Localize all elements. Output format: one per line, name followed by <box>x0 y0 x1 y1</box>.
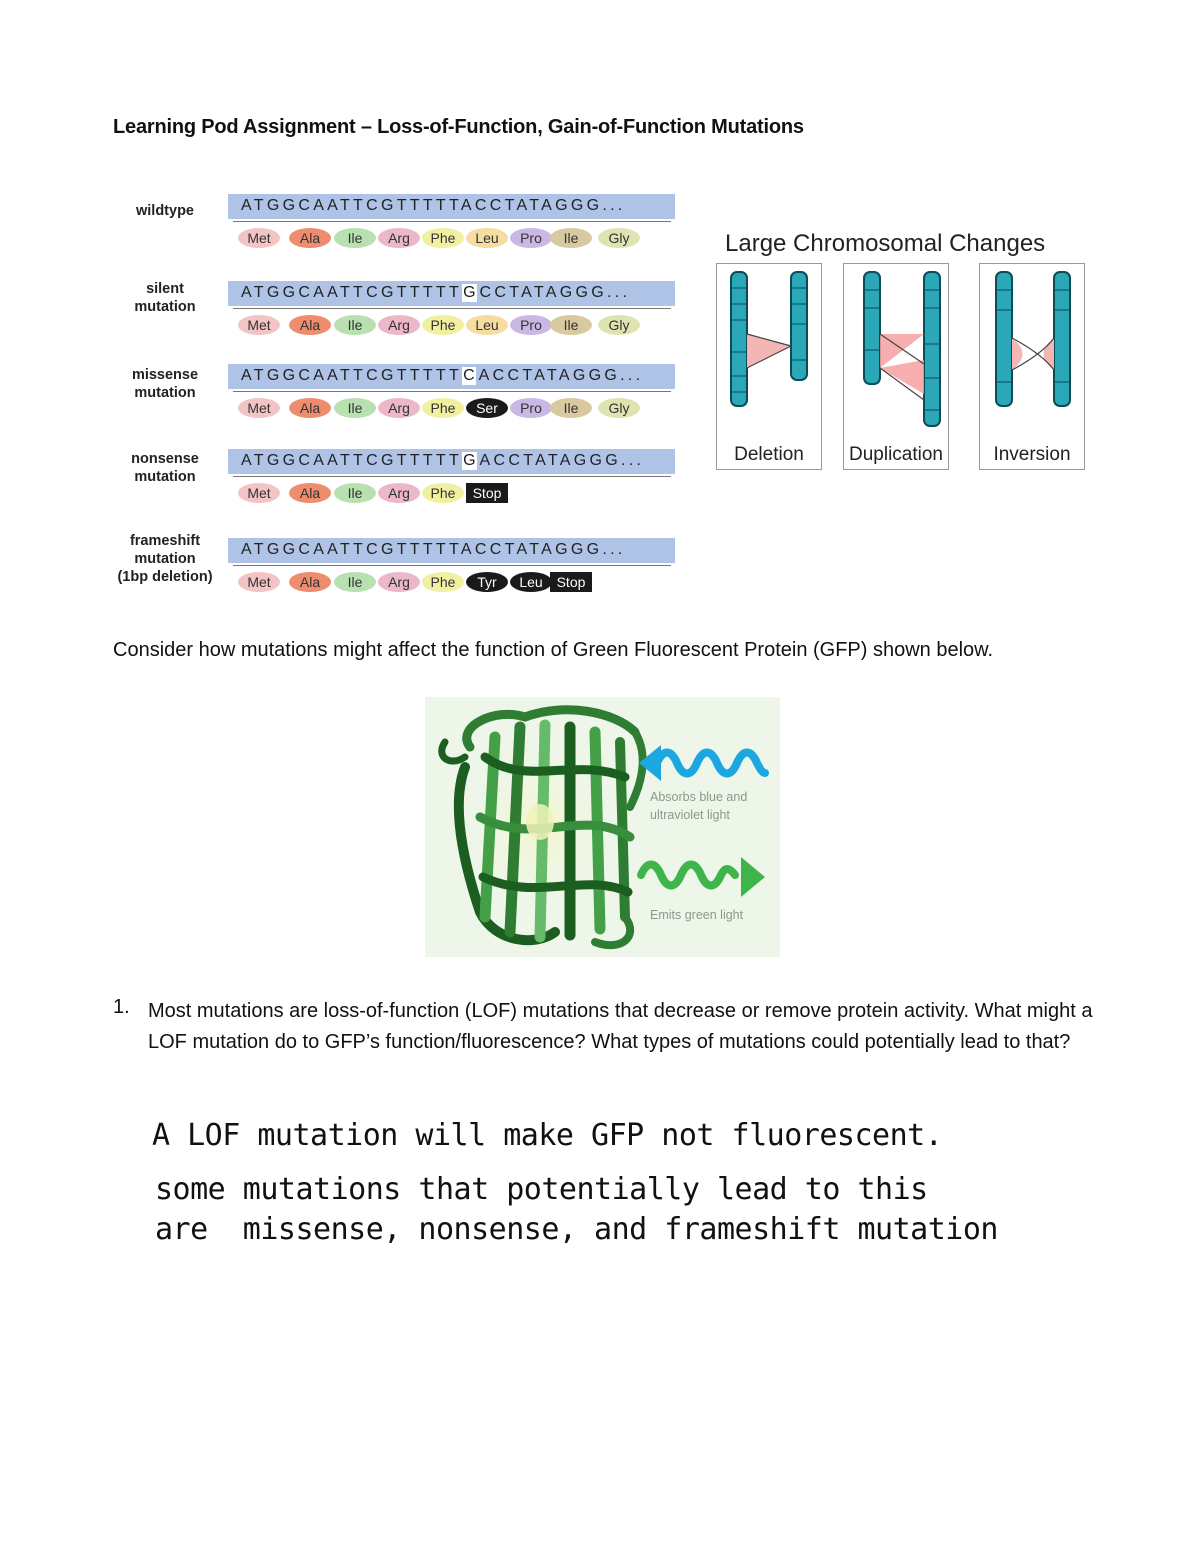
dna-sequence: ATGGCAATTCGTTTTTG CCTATAGGG... <box>228 281 675 306</box>
amino-acid: Arg <box>378 228 420 248</box>
inversion-label: Inversion <box>993 444 1071 465</box>
amino-acid: Leu <box>466 228 508 248</box>
duplication-panel <box>843 263 949 470</box>
codon-divider <box>233 470 671 477</box>
codon-divider <box>233 302 671 309</box>
amino-acid: Ile <box>334 315 376 335</box>
amino-acid: Met <box>238 315 280 335</box>
mutated-base: G <box>463 284 476 301</box>
amino-acid: Met <box>238 228 280 248</box>
question-number: 1. <box>113 996 130 1018</box>
blue-wave-arrow-icon <box>639 745 765 781</box>
mutation-label: frameshift mutation (1bp deletion) <box>117 533 213 585</box>
duplication-label: Duplication <box>849 444 943 465</box>
amino-acid: Pro <box>510 398 552 418</box>
chromosomal-title: Large Chromosomal Changes <box>725 230 1046 257</box>
gfp-illustration <box>425 697 780 957</box>
amino-acid: Ile <box>334 483 376 503</box>
amino-acid: Ala <box>289 398 331 418</box>
amino-acid: Arg <box>378 398 420 418</box>
dna-sequence: ATGGCAATTCGTTTTTACCTATAGGG... <box>228 538 675 563</box>
amino-acid: Ala <box>289 483 331 503</box>
mutation-label: nonsense mutation <box>131 451 199 485</box>
codon-divider <box>233 559 671 566</box>
amino-acid: Ile <box>334 572 376 592</box>
amino-acid: Ile <box>334 398 376 418</box>
page-title: Learning Pod Assignment – Loss-of-Function, Gain-of-Function Mutations <box>113 116 804 138</box>
dna-sequence: ATGGCAATTCGTTTTTG ACCTATAGGG... <box>228 449 675 474</box>
question-text: Most mutations are loss-of-function (LOF) mutations that decrease or remove protein activity. What might a LOF mutation do to GFP’s function/fluorescence? What types of mutations could potentially lead to that? <box>148 1000 1093 1053</box>
absorb-caption: Absorbs blue and ultraviolet light <box>650 790 748 822</box>
amino-acid: Met <box>238 398 280 418</box>
green-wave-arrow-icon <box>641 857 765 897</box>
amino-acid: Ile <box>550 315 592 335</box>
amino-acid: Leu <box>510 572 552 592</box>
amino-acid: Ile <box>550 228 592 248</box>
amino-acid: Phe <box>422 398 464 418</box>
amino-acid: Stop <box>550 572 592 592</box>
dna-sequence: ATGGCAATTCGTTTTTC ACCTATAGGG... <box>228 364 675 389</box>
amino-acid: Pro <box>510 315 552 335</box>
amino-acid: Phe <box>422 228 464 248</box>
amino-acid: Arg <box>378 483 420 503</box>
amino-acid: Tyr <box>466 572 508 592</box>
inversion-chromosome-icon <box>980 264 1084 434</box>
mutation-label: wildtype <box>135 203 194 219</box>
amino-acid: Ala <box>289 572 331 592</box>
answer-line-3: are missense, nonsense, and frameshift mutation <box>155 1212 998 1247</box>
amino-acid: Met <box>238 572 280 592</box>
answer-line-1: A LOF mutation will make GFP not fluorescent. <box>152 1118 943 1153</box>
amino-acid: Ala <box>289 228 331 248</box>
deletion-chromosome-icon <box>717 264 821 434</box>
intro-text: Consider how mutations might affect the function of Green Fluorescent Protein (GFP) shown below. <box>113 639 994 661</box>
amino-acid: Phe <box>422 572 464 592</box>
amino-acid: Ala <box>289 315 331 335</box>
amino-acid: Ile <box>550 398 592 418</box>
amino-acid: Ile <box>334 228 376 248</box>
amino-acid: Leu <box>466 315 508 335</box>
amino-acid: Gly <box>598 228 640 248</box>
amino-acid: Arg <box>378 572 420 592</box>
mutation-label: missense mutation <box>131 367 199 401</box>
mutated-base: C <box>463 367 475 384</box>
mutation-label: silent mutation <box>134 281 196 315</box>
amino-acid: Phe <box>422 315 464 335</box>
deletion-panel <box>716 263 822 470</box>
dna-sequence: ATGGCAATTCGTTTTTACCTATAGGG... <box>228 194 675 219</box>
deletion-label: Deletion <box>734 444 804 465</box>
amino-acid: Ser <box>466 398 508 418</box>
amino-acid: Pro <box>510 228 552 248</box>
amino-acid: Arg <box>378 315 420 335</box>
amino-acid: Gly <box>598 398 640 418</box>
amino-acid: Met <box>238 483 280 503</box>
emit-caption: Emits green light <box>650 908 744 922</box>
mutated-base: G <box>463 452 476 469</box>
amino-acid: Stop <box>466 483 508 503</box>
codon-divider <box>233 385 671 392</box>
answer-line-2: some mutations that potentially lead to this <box>155 1172 928 1207</box>
duplication-chromosome-icon <box>844 264 948 434</box>
inversion-panel <box>979 263 1085 470</box>
codon-divider <box>233 215 671 222</box>
amino-acid: Gly <box>598 315 640 335</box>
amino-acid: Phe <box>422 483 464 503</box>
